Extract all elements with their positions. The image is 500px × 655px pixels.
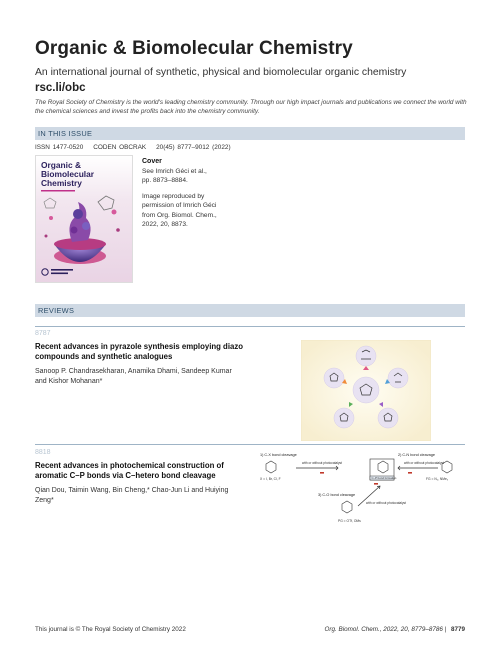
divider bbox=[35, 444, 465, 445]
cover-credit-2: permission of Imrich Géci bbox=[142, 202, 217, 210]
label-cn-cleavage: 2) C-N bond cleavage bbox=[398, 453, 435, 457]
review-title[interactable]: Recent advances in photochemical construction of aromatic C–P bonds via C–hetero bond cleavage bbox=[35, 461, 224, 481]
reviews-bar bbox=[35, 304, 465, 317]
cover-heading: Cover bbox=[142, 158, 162, 165]
photocatalyst-note-1: with or without photocatalyst bbox=[302, 461, 343, 465]
label-co-cleavage: 3) C-O bond cleavage bbox=[318, 493, 356, 497]
review-title[interactable]: Recent advances in pyrazole synthesis employing diazo compounds and synthetic analogues bbox=[35, 342, 243, 362]
toc-graphic-pyrazole bbox=[301, 340, 431, 441]
footer-citation-block: Org. Biomol. Chem., 2022, 20, 8779–8786 | 8779 bbox=[324, 626, 465, 633]
journal-title: Organic & Biomolecular Chemistry bbox=[35, 38, 353, 59]
journal-url[interactable]: rsc.li/obc bbox=[35, 82, 86, 94]
footer-citation: Org. Biomol. Chem., 2022, 20, 8779–8786 bbox=[324, 626, 443, 633]
volume-info: 20(45) 8777–9012 (2022) bbox=[156, 144, 231, 151]
photocatalyst-note-2: with or without photocatalyst bbox=[404, 461, 445, 465]
cp-formation-label: C–P bond formation bbox=[371, 476, 397, 481]
cover-journal-title-1: Organic & bbox=[41, 160, 82, 170]
journal-subtitle: An international journal of synthetic, physical and biomolecular organic chemistry bbox=[35, 67, 407, 78]
pg-definition: PG = OTf, OMs bbox=[338, 519, 361, 523]
cover-details bbox=[142, 157, 242, 229]
divider bbox=[35, 326, 465, 327]
photocatalyst-note-3: with or without photocatalyst bbox=[366, 501, 407, 505]
page-number: 8779 bbox=[450, 626, 465, 633]
in-this-issue-label: IN THIS ISSUE bbox=[38, 129, 93, 138]
issn: ISSN 1477-0520 bbox=[35, 144, 84, 151]
review-authors: Qian Dou, Taimin Wang, Bin Cheng,* Chao-Jun Li and Huiying Zeng* bbox=[35, 487, 229, 504]
review-authors: Sanoop P. Chandrasekharan, Anamika Dhami, Sandeep Kumar and Kishor Mohanan* bbox=[35, 368, 232, 385]
toc-graphic-cp-bonds bbox=[258, 450, 466, 528]
review-page-number: 8818 bbox=[35, 449, 51, 456]
cover-credit-1: Image reproduced by bbox=[142, 193, 205, 201]
review-page-number: 8787 bbox=[35, 330, 51, 337]
reviews-label: REVIEWS bbox=[38, 306, 75, 315]
coden: CODEN OBCRAK bbox=[93, 144, 147, 151]
fg-definition: FG = N₂, NMe₃ bbox=[426, 477, 449, 481]
label-cx-cleavage: 1) C-X bond cleavage bbox=[260, 453, 297, 457]
cover-see: See Imrich Géci et al., bbox=[142, 167, 207, 175]
cover-journal-title-2: Biomolecular bbox=[41, 169, 95, 179]
footer-copyright: This journal is © The Royal Society of Chemistry 2022 bbox=[35, 626, 186, 633]
in-this-issue-bar bbox=[35, 127, 465, 140]
cover-journal-title-3: Chemistry bbox=[41, 178, 82, 188]
journal-blurb: The Royal Society of Chemistry is the world's leading chemistry community. Through our high impact journals and publications we connect the world with the chemical sciences and invest the profits back into the chemistry community. bbox=[35, 99, 467, 115]
cover-credit-4: 2022, 20, 8873. bbox=[142, 220, 188, 228]
issn-line bbox=[35, 144, 241, 151]
cover-image bbox=[35, 155, 133, 283]
x-definition: X = I, Br, Cl, F bbox=[260, 477, 281, 481]
cover-credit-3: from Org. Biomol. Chem., bbox=[142, 211, 217, 219]
cover-pages: pp. 8873–8884. bbox=[142, 177, 188, 185]
